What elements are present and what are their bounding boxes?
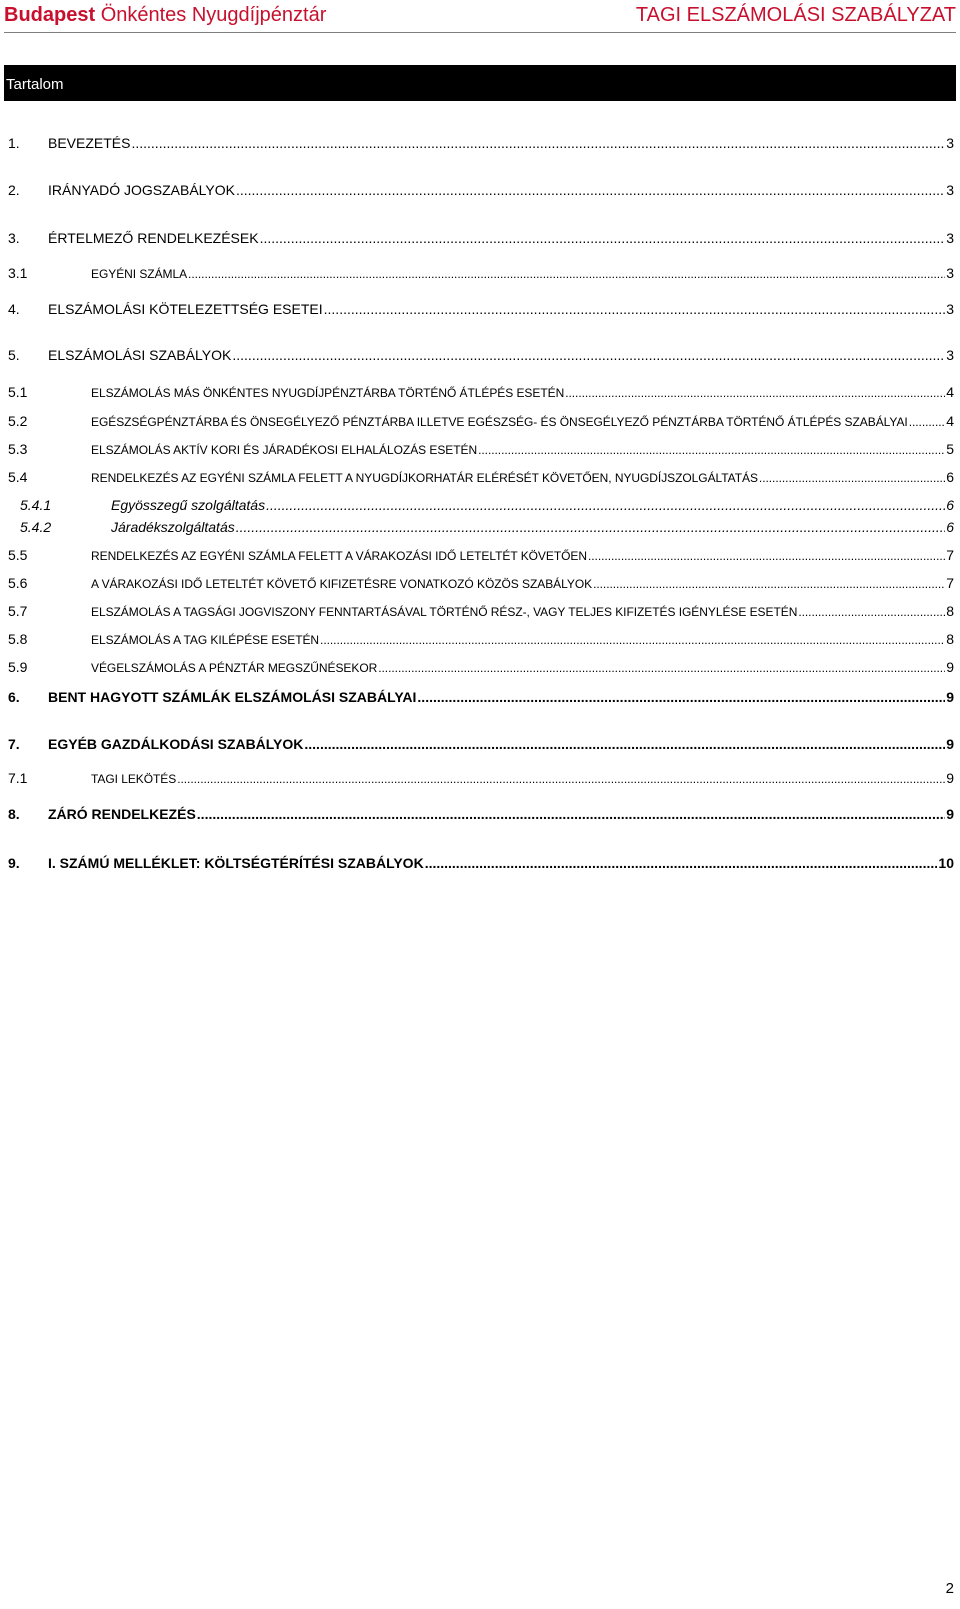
toc-entry-number: 5.9 [8, 659, 28, 675]
toc-dot-leader [798, 605, 945, 619]
toc-dot-leader [478, 443, 945, 457]
toc-entry-page: 3 [946, 301, 954, 317]
toc-dot-leader [232, 347, 945, 363]
toc-entry-number: 8. [8, 806, 20, 822]
toc-entry-number: 5.4 [8, 469, 28, 485]
toc-entry-title: TAGI LEKÖTÉS [91, 772, 177, 786]
toc-entry-title: ELSZÁMOLÁS A TAGSÁGI JOGVISZONY FENNTARTÁSÁVAL TÖRTÉNŐ RÉSZ-, VAGY TELJES KIFIZETÉS IGÉNYLÉSE ESETÉN [91, 605, 798, 619]
toc-entry-page: 4 [946, 413, 954, 429]
toc-entry-page: 3 [946, 182, 954, 198]
toc-entry-title: ELSZÁMOLÁS A TAG KILÉPÉSE ESETÉN [91, 633, 320, 647]
toc-entry-title: Egyösszegű szolgáltatás [111, 497, 266, 513]
fund-name [4, 4, 326, 27]
toc-heading: Tartalom [6, 76, 64, 93]
toc-entry-number: 5.5 [8, 547, 28, 563]
toc-entry[interactable] [8, 301, 954, 321]
toc-dot-leader [266, 497, 945, 513]
toc-entry[interactable] [8, 469, 954, 489]
toc-entry-title: ELSZÁMOLÁS MÁS ÖNKÉNTES NYUGDÍJPÉNZTÁRBA TÖRTÉNŐ ÁTLÉPÉS ESETÉN [91, 386, 565, 400]
toc-entry-number: 6. [8, 689, 20, 705]
toc-entry-page: 4 [946, 384, 954, 400]
fund-name-strong: Budapest [4, 4, 96, 26]
toc-entry[interactable] [8, 603, 954, 623]
document-title: TAGI ELSZÁMOLÁSI SZABÁLYZAT [635, 4, 956, 26]
toc-dot-leader [565, 386, 945, 400]
toc-entry-number: 7.1 [8, 770, 28, 786]
toc-dot-leader [425, 855, 938, 871]
toc-entry-title: EGÉSZSÉGPÉNZTÁRBA ÉS ÖNSEGÉLYEZŐ PÉNZTÁRBA ILLETVE EGÉSZSÉG- ÉS ÖNSEGÉLYEZŐ PÉNZTÁRBA TÖRTÉNŐ ÁTLÉPÉS SZABÁLYAI [91, 415, 908, 429]
toc-entry-title: BEVEZETÉS [48, 135, 131, 151]
toc-entry-page: 3 [946, 135, 954, 151]
toc-entry-title: I. SZÁMÚ MELLÉKLET: KÖLTSÉGTÉRÍTÉSI SZABÁLYOK [48, 855, 424, 871]
toc-entry-number: 5.8 [8, 631, 28, 647]
toc-entry-title: ZÁRÓ RENDELKEZÉS [48, 806, 196, 822]
toc-entry[interactable] [8, 135, 954, 155]
toc-entry-title: ELSZÁMOLÁSI KÖTELEZETTSÉG ESETEI [48, 301, 323, 317]
toc-entry[interactable] [8, 575, 954, 595]
toc-dot-leader [260, 230, 946, 246]
toc-entry[interactable] [8, 547, 954, 567]
toc-entry-title: ELSZÁMOLÁS AKTÍV KORI ÉS JÁRADÉKOSI ELHALÁLOZÁS ESETÉN [91, 443, 478, 457]
toc-entry-title: Járadékszolgáltatás [111, 519, 235, 535]
toc-dot-leader [909, 415, 946, 429]
toc-entry-page: 7 [946, 575, 954, 591]
toc-entry-page: 3 [946, 230, 954, 246]
toc-entry-page: 8 [946, 603, 954, 619]
toc-dot-leader [188, 267, 945, 281]
toc-entry-page: 3 [946, 347, 954, 363]
toc-dot-leader [236, 182, 945, 198]
toc-dot-leader [131, 135, 945, 151]
toc-dot-leader [324, 301, 946, 317]
toc-entry-number: 9. [8, 855, 20, 871]
toc-entry-page: 10 [938, 855, 954, 871]
toc-entry[interactable] [8, 497, 954, 517]
toc-dot-leader [593, 577, 945, 591]
toc-entry[interactable] [8, 855, 954, 875]
toc-entry-page: 7 [946, 547, 954, 563]
toc-entry[interactable] [8, 519, 954, 539]
toc-entry-number: 5. [8, 347, 20, 363]
toc-dot-leader [236, 519, 945, 535]
toc-entry-number: 3. [8, 230, 20, 246]
toc-entry[interactable] [8, 265, 954, 285]
toc-entry-title: RENDELKEZÉS AZ EGYÉNI SZÁMLA FELETT A VÁRAKOZÁSI IDŐ LETELTÉT KÖVETŐEN [91, 549, 587, 563]
toc-entry-title: BENT HAGYOTT SZÁMLÁK ELSZÁMOLÁSI SZABÁLYAI [48, 689, 417, 705]
toc-entry-page: 9 [946, 659, 954, 675]
toc-entry-number: 2. [8, 182, 20, 198]
toc-entry[interactable] [8, 736, 954, 756]
toc-heading-banner [4, 65, 956, 101]
toc-entry-number: 5.4.1 [20, 497, 52, 513]
toc-entry-title: EGYÉNI SZÁMLA [91, 267, 188, 281]
toc-entry-page: 9 [946, 770, 954, 786]
toc-entry-page: 9 [946, 689, 954, 705]
toc-dot-leader [320, 633, 945, 647]
toc-entry-page: 6 [946, 519, 954, 535]
toc-entry[interactable] [8, 631, 954, 651]
toc-entry-number: 5.4.2 [20, 519, 52, 535]
toc-entry[interactable] [8, 770, 954, 790]
page-number: 2 [945, 1580, 954, 1597]
toc-entry-number: 1. [8, 135, 20, 151]
toc-dot-leader [197, 806, 945, 822]
toc-entry-number: 3.1 [8, 265, 28, 281]
toc-entry-title: A VÁRAKOZÁSI IDŐ LETELTÉT KÖVETŐ KIFIZETÉSRE VONATKOZÓ KÖZÖS SZABÁLYOK [91, 577, 593, 591]
toc-entry-title: RENDELKEZÉS AZ EGYÉNI SZÁMLA FELETT A NYUGDÍJKORHATÁR ELÉRÉSÉT KÖVETŐEN, NYUGDÍJSZOLGÁLTATÁS [91, 471, 758, 485]
page-header [4, 2, 956, 33]
toc-entry-number: 7. [8, 736, 20, 752]
toc-dot-leader [378, 661, 945, 675]
toc-entry[interactable] [8, 384, 954, 404]
toc-entry-number: 5.1 [8, 384, 28, 400]
toc-entry[interactable] [8, 230, 954, 250]
toc-entry[interactable] [8, 413, 954, 433]
toc-entry-page: 3 [946, 265, 954, 281]
toc-entry-number: 5.3 [8, 441, 28, 457]
toc-entry-title: VÉGELSZÁMOLÁS A PÉNZTÁR MEGSZŰNÉSEKOR [91, 661, 378, 675]
toc-entry-number: 5.2 [8, 413, 28, 429]
toc-dot-leader [759, 471, 945, 485]
toc-entry-page: 8 [946, 631, 954, 647]
toc-entry-page: 9 [946, 736, 954, 752]
toc-entry-title: ÉRTELMEZŐ RENDELKEZÉSEK [48, 230, 259, 246]
toc-dot-leader [417, 689, 945, 705]
toc-entry[interactable] [8, 182, 954, 202]
toc-entry[interactable] [8, 806, 954, 826]
toc-entry-page: 6 [946, 497, 954, 513]
toc-entry-page: 9 [946, 806, 954, 822]
toc-entry-number: 5.7 [8, 603, 28, 619]
toc-dot-leader [588, 549, 945, 563]
toc-entry-page: 5 [946, 441, 954, 457]
toc-dot-leader [304, 736, 945, 752]
toc-entry-page: 6 [946, 469, 954, 485]
toc-entry[interactable] [8, 347, 954, 367]
toc-entry-title: ELSZÁMOLÁSI SZABÁLYOK [48, 347, 232, 363]
toc-entry-number: 4. [8, 301, 20, 317]
fund-name-rest: Önkéntes Nyugdíjpénztár [100, 4, 327, 26]
toc-dot-leader [177, 772, 945, 786]
toc-entry-number: 5.6 [8, 575, 28, 591]
toc-entry[interactable] [8, 441, 954, 461]
toc-entry-title: EGYÉB GAZDÁLKODÁSI SZABÁLYOK [48, 736, 304, 752]
toc-entry[interactable] [8, 689, 954, 709]
toc-entry-title: IRÁNYADÓ JOGSZABÁLYOK [48, 182, 235, 198]
toc-entry[interactable] [8, 659, 954, 679]
